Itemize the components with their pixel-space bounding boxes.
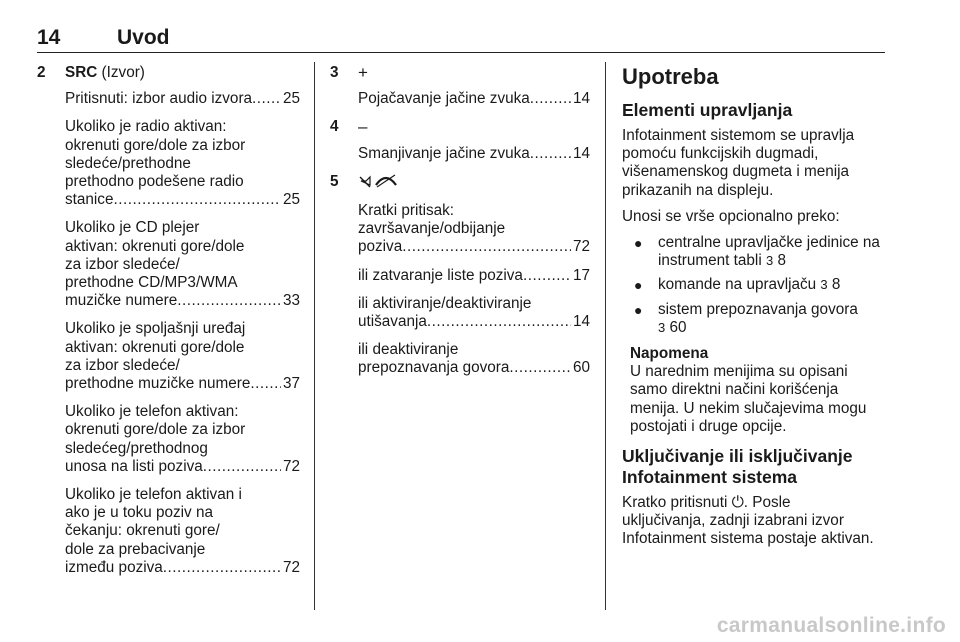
note-title: Napomena: [630, 345, 709, 363]
page-number: 14: [37, 26, 61, 49]
paragraph-call-waiting: Ukoliko je telefon aktivan i ako je u toku poziv na čekanju: okrenuti gore/ dole za prebacivanje između poziva ..... 72: [65, 486, 300, 577]
minus-icon: –: [358, 117, 368, 137]
paragraph-phone: Ukoliko je telefon aktivan: okrenuti gore/dole za izbor sledećeg/prethodnog unosa na listi poziva ..... 72: [65, 403, 300, 476]
power-icon: ⏻: [731, 494, 744, 512]
toc-line: Pritisnuti: izbor audio izvora ..... 25: [65, 90, 300, 108]
inputs-intro: Unosi se vrše opcionalno preko:: [622, 207, 840, 225]
entry-title: SRC: [65, 64, 98, 81]
page-ref[interactable]: 25: [282, 90, 300, 108]
power-paragraph: Kratko pritisnuti ⏻. Posle uključivanja, zadnji izabrani izvor Infotainment sistema postaje aktivan.: [622, 494, 874, 548]
section-title: Upotreba: [622, 64, 719, 89]
page-ref[interactable]: 14: [572, 144, 590, 162]
column-right: [622, 64, 888, 557]
mute-icon: [358, 173, 400, 189]
entry-number: 5: [330, 172, 339, 190]
plus-icon: +: [358, 63, 368, 82]
list-item: ● centralne upravljačke jedinice na instrument tabli 3 8: [634, 234, 880, 270]
bullet-icon: ●: [634, 235, 643, 252]
entry-number: 3: [330, 64, 339, 81]
page-ref[interactable]: 8: [777, 252, 786, 270]
entry-volume-down: 4 – Smanjivanje jačine zvuka ..... 14: [330, 118, 590, 162]
subsection-title: Uključivanje ili isključivanje Infotainment sistema: [622, 446, 853, 488]
page-ref[interactable]: 14: [572, 313, 590, 331]
intro-paragraph: Infotainment sistemom se upravlja pomoću funkcijskih dugmadi, višenamenskog dugmeta i menija prikazanih na displeju.: [622, 127, 855, 199]
entry-mute-hangup: 5 Kratki pritisak: završavanje/odbijanje poziva ..... 72 ili zatvaranje liste poziva ..... 17 ili aktiviranje/deaktiviranje utišavanja ..... 14 ili deaktiviranje prepoznavanja govora ..... 60: [330, 173, 590, 378]
column-middle: [330, 64, 590, 378]
page-ref[interactable]: 72: [282, 558, 300, 576]
entry-volume-up: 3 + Pojačavanje jačine zvuka ..... 14: [330, 64, 590, 108]
page-ref[interactable]: 72: [282, 457, 300, 475]
page-header: [37, 26, 885, 53]
page-ref[interactable]: 60: [572, 359, 590, 377]
column-left: [37, 64, 300, 577]
paragraph-cd: Ukoliko je CD plejer aktivan: okrenuti gore/dole za izbor sledeće/ prethodne CD/MP3/WMA muzičke numere ..... 33: [65, 219, 300, 310]
entry-title-suffix: (Izvor): [97, 64, 145, 81]
page-ref[interactable]: 8: [831, 276, 841, 294]
bullet-icon: ●: [634, 301, 643, 318]
entry-src: [37, 64, 300, 577]
page-ref[interactable]: 37: [282, 375, 300, 393]
entry-number: 4: [330, 118, 339, 136]
list-item: ● sistem prepoznavanja govora 3 60: [634, 300, 858, 336]
paragraph-radio: Ukoliko je radio aktivan: okrenuti gore/dole za izbor sledeće/prethodne prethodno podešene radio stanice ..... 25: [65, 118, 300, 209]
page-ref[interactable]: 72: [572, 238, 590, 256]
paragraph-external: Ukoliko je spoljašnji uređaj aktivan: okrenuti gore/dole za izbor sledeće/ prethodne muzičke numere ..... 37: [65, 320, 300, 393]
page-ref[interactable]: 25: [282, 191, 300, 209]
reference-arrow-icon: 3: [820, 277, 828, 293]
reference-arrow-icon: 3: [765, 253, 774, 269]
watermark: carmanualsonline.info: [716, 614, 946, 637]
page-ref[interactable]: 60: [669, 318, 687, 336]
page-ref[interactable]: 17: [572, 266, 590, 284]
chapter-title: Uvod: [117, 26, 170, 49]
mute-hangup-icon: [358, 173, 590, 194]
reference-arrow-icon: 3: [658, 319, 666, 335]
bullet-icon: ●: [634, 277, 643, 294]
subsection-title: Elementi upravljanja: [622, 100, 793, 120]
column-divider: [314, 62, 315, 610]
page-ref[interactable]: 14: [572, 90, 590, 108]
note-box: Napomena U narednim menijima su opisani samo direktni načini korišćenja menija. U nekim slučajevima mogu postojati i druge opcije.: [630, 345, 888, 436]
page-ref[interactable]: 33: [282, 292, 300, 310]
column-divider: [605, 62, 606, 610]
list-item: ● komande na upravljaču 3 8: [634, 276, 841, 294]
entry-number: 2: [37, 64, 46, 81]
